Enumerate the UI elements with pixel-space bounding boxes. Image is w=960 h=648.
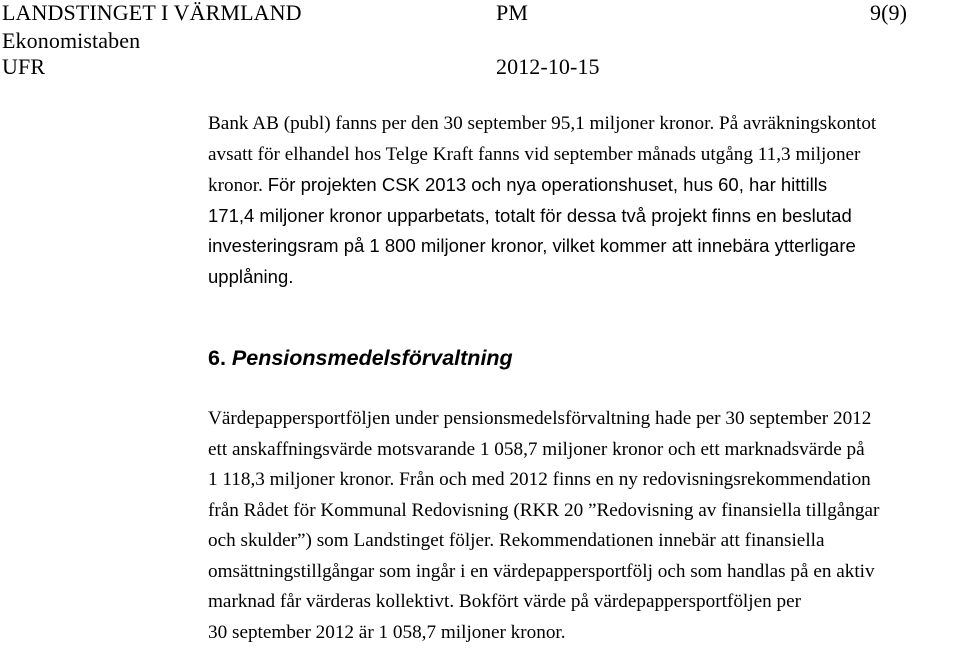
header-page-number: 9(9) — [870, 2, 907, 24]
paragraph-line: ett anskaffningsvärde motsvarande 1 058,7 miljoner kronor och ett marknadsvärde på — [208, 435, 960, 466]
header-date: 2012-10-15 — [496, 56, 600, 78]
section-number: 6. — [208, 346, 226, 370]
paragraph-pension-portfolio — [208, 404, 960, 648]
header-organization: LANDSTINGET I VÄRMLAND — [2, 2, 302, 24]
paragraph-line: från Rådet för Kommunal Redovisning (RKR 20 ”Redovisning av finansiella tillgångar — [208, 496, 960, 527]
header-department: Ekonomistaben — [2, 30, 140, 52]
paragraph-line: omsättningstillgångar som ingår i en värdepappersportfölj och som handlas på en aktiv — [208, 557, 960, 588]
paragraph-line: marknad får värderas kollektivt. Bokfört värde på värdepappersportföljen per — [208, 587, 960, 618]
section-heading — [208, 346, 513, 372]
header-unit: UFR — [2, 56, 45, 78]
paragraph-line: investeringsram på 1 800 miljoner kronor, vilket kommer att innebära ytterligare — [208, 231, 960, 262]
section-title: Pensionsmedelsförvaltning — [232, 346, 513, 370]
paragraph-fragment: kronor. — [208, 175, 268, 196]
paragraph-bank-holdings — [208, 109, 960, 292]
paragraph-line: upplåning. — [208, 262, 960, 293]
paragraph-fragment: För projekten CSK 2013 och nya operationshuset, hus 60, har hittills — [268, 174, 827, 195]
paragraph-line: 1 118,3 miljoner kronor. Från och med 2012 finns en ny redovisningsrekommendation — [208, 465, 960, 496]
paragraph-line: 171,4 miljoner kronor upparbetats, totalt för dessa två projekt finns en beslutad — [208, 201, 960, 232]
paragraph-line: Bank AB (publ) fanns per den 30 september 95,1 miljoner kronor. På avräkningskontot — [208, 109, 960, 140]
paragraph-line: avsatt för elhandel hos Telge Kraft fanns vid september månads utgång 11,3 miljoner — [208, 140, 960, 171]
paragraph-line: 30 september 2012 är 1 058,7 miljoner kronor. — [208, 618, 960, 648]
header-doc-type: PM — [496, 2, 528, 24]
paragraph-line: och skulder”) som Landstinget följer. Rekommendationen innebär att finansiella — [208, 526, 960, 557]
paragraph-line: Värdepappersportföljen under pensionsmedelsförvaltning hade per 30 september 2012 — [208, 404, 960, 435]
paragraph-line-mixed — [208, 170, 960, 201]
